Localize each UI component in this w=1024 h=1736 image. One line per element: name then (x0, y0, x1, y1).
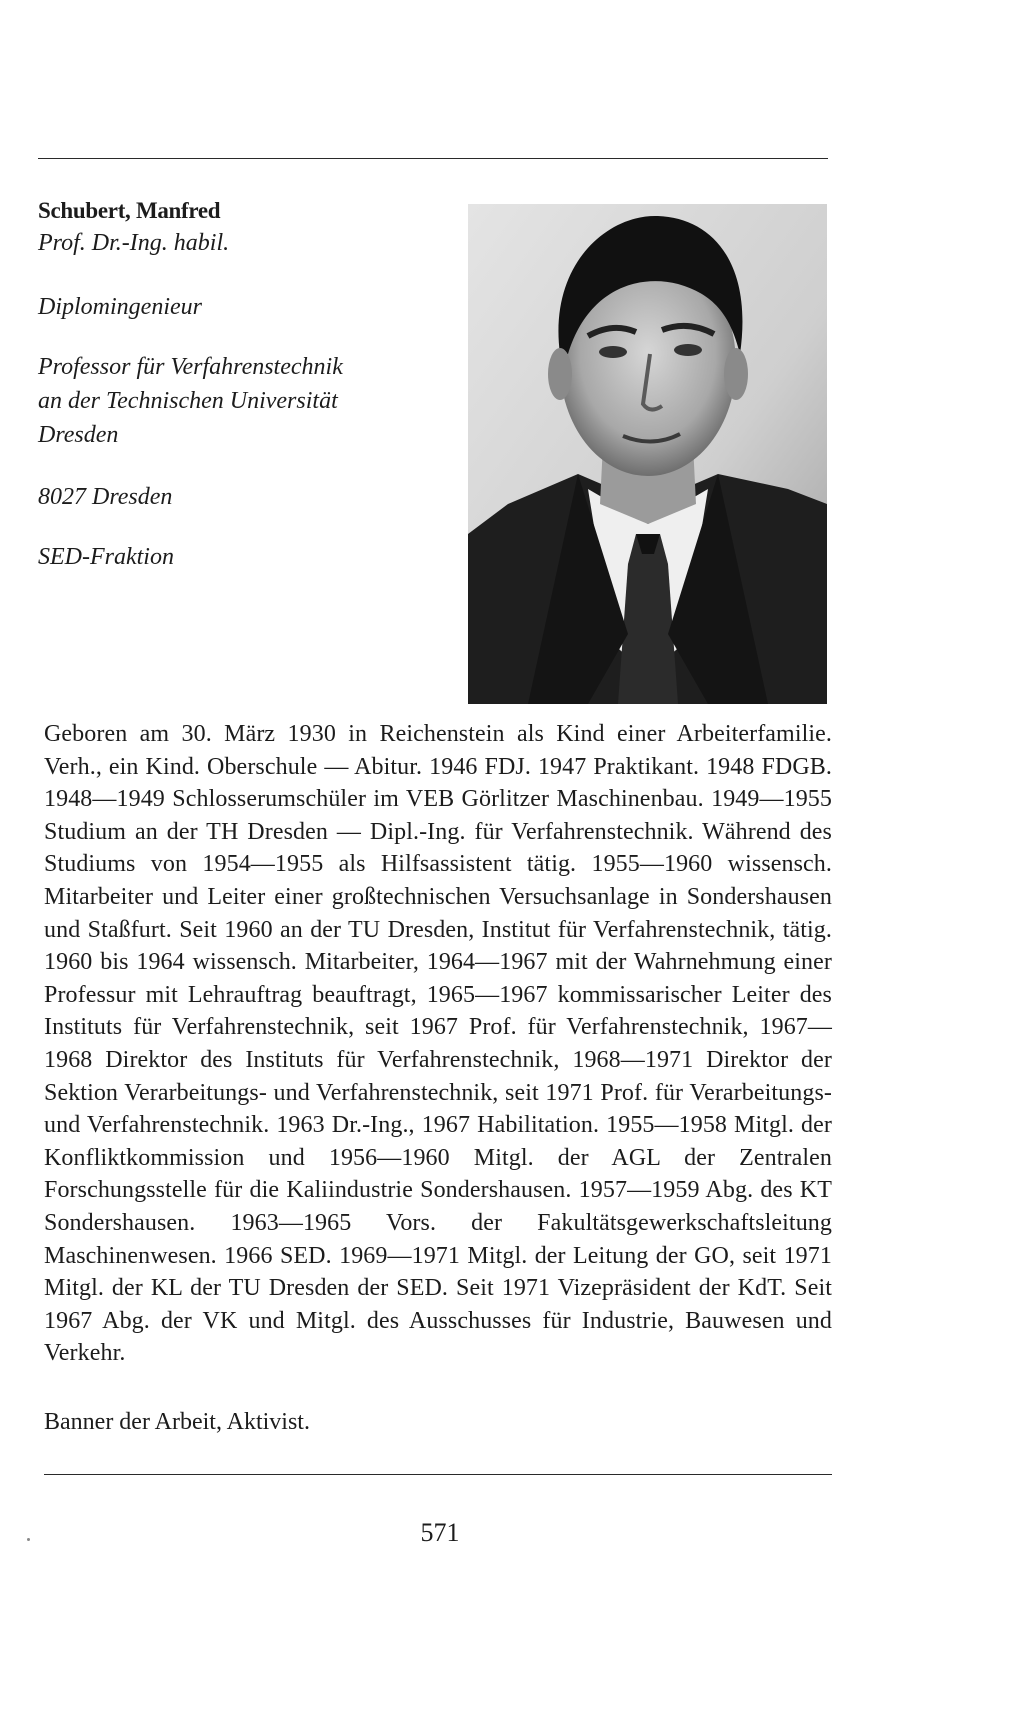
top-divider (38, 158, 828, 159)
profession (38, 350, 458, 452)
biography-text: Geboren am 30. März 1930 in Reichenstein als Kind einer Arbeiterfamilie. Verh., ein Kind. Oberschule — Abitur. 1946 FDJ. 1947 Praktikant. 1948 FDGB. 1948—1949 Schlosserumschüler im VEB Görlitzer Maschinenbau. 1949—1955 Studium an der TH Dresden — Dipl.-Ing. für Verfahrenstechnik. Während des Studiums von 1954—1955 als Hilfsassistent tätig. 1955—1960 wissensch. Mitarbeiter und Leiter einer großtechnischen Versuchsanlage in Sondershausen und Staßfurt. Seit 1960 an der TU Dresden, Institut für Verfahrenstechnik, tätig. 1960 bis 1964 wissensch. Mitarbeiter, 1964—1967 mit der Wahrnehmung einer Professur mit Lehrauftrag beauftragt, 1965—1967 kommissarischer Leiter des Instituts für Verfahrenstechnik, seit 1967 Prof. für Verfahrenstechnik, 1967—1968 Direktor des Instituts für Verfahrenstechnik, 1968—1971 Direktor der Sektion Verarbeitungs- und Verfahrenstechnik, seit 1971 Prof. für Verarbeitungs- und Verfahrenstechnik. 1963 Dr.-Ing., 1967 Habilitation. 1955—1958 Mitgl. der Konfliktkommission und 1956—1960 Mitgl. der AGL der Zentralen Forschungsstelle für die Kaliindustrie Sondershausen. 1957—1959 Abg. des KT Sondershausen. 1963—1965 Vors. der Fakultätsgewerkschaftsleitung Maschinenwesen. 1966 SED. 1969—1971 Mitgl. der Leitung der GO, seit 1971 Mitgl. der KL der TU Dresden der SED. Seit 1971 Vizepräsident der KdT. Seit 1967 Abg. der VK und Mitgl. des Ausschusses für Industrie, Bauwesen und Verkehr. (44, 721, 832, 1367)
page-number: 571 (420, 1518, 460, 1547)
address: 8027 Dresden (38, 484, 173, 510)
portrait-photo (468, 204, 827, 704)
awards-text: Banner der Arbeit, Aktivist. (44, 1409, 310, 1435)
profession-line: Dresden (38, 422, 119, 448)
person-name: Schubert, Manfred (38, 198, 221, 223)
profession-line: Professor für Verfahrenstechnik (38, 354, 343, 380)
profession-line: an der Technischen Universität (38, 388, 338, 414)
person-header (38, 196, 458, 574)
academic-title: Prof. Dr.-Ing. habil. (38, 230, 230, 256)
faction: SED-Fraktion (38, 544, 174, 570)
degree: Diplomingenieur (38, 294, 202, 320)
bottom-divider (44, 1474, 832, 1475)
